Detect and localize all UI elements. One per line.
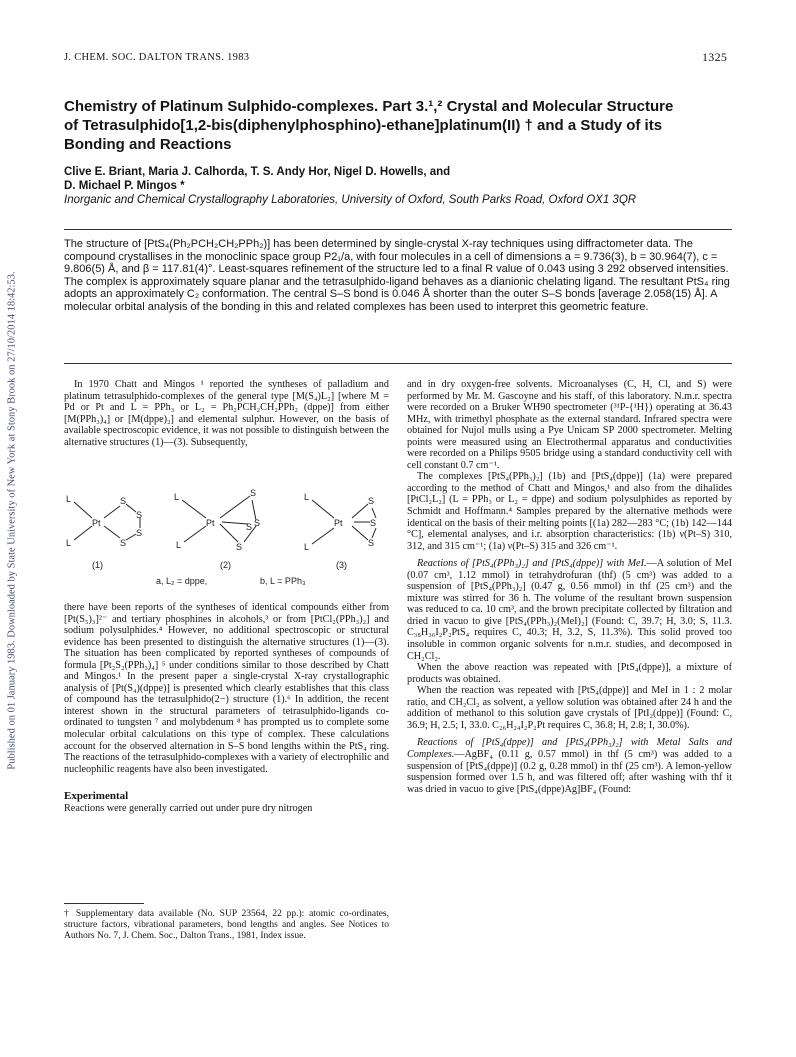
fig-label-L: L [304,492,310,502]
metal-salts-heading: Reactions of [PtS₄(dppe)] and [PtS₄(PPh₃)₂] with Metal Salts and Complexes. [407,737,732,760]
intro-paragraph-1: In 1970 Chatt and Mingos ¹ reported the syntheses of palladium and platinum tetrasulphido-complexes of the general type [M(S₄)L₂] [where M = Pd or Pt and L = PPh₃ or L₂ = Ph₂PCH₂CH₂PPh₂ (dppe)] from either [M(PPh₃)₄] or [M(dppe)₂] and elemental sulphur. However, on the basis of available spectroscopic evidence, it was not possible to distinguish between the alternative structures (1)—(3). Subsequently, [64,379,389,448]
page-number: 1325 [702,50,728,64]
fig-label-S: S [368,496,375,506]
metal-salts-text: —AgBF₄ (0.11 g, 0.57 mmol) in thf (5 cm³) was added to a suspension of [PtS₄(dppe)] (0.2 g, 0.28 mmol) in thf (25 cm³). A lemon-yellow suspension formed over 1.5 h, and was filtered off; after washing with thf it was dried in vacuo to give [PtS₄(dppe)Ag]BF₄ (Found: [407,748,732,795]
bottom-divider [64,363,732,364]
author-list [64,165,684,193]
intro-paragraph-2: there have been reports of the syntheses of identical compounds either from [Pt(S₅)₃]²⁻ and tertiary phosphines in alcohols,³ or from [PtCl₂(PPh₃)₂] and sodium polysulphides.⁴ However, no additional spectroscopic or structural evidence has been presented to distinguish the alternative structures (1)—(3). The situation has been complicated by reported syntheses of compounds of formula [Pt₂S₂(PPh₃)₄] ⁵ under conditions similar to those described by Chatt and Mingos.¹ In the present paper a single-crystal X-ray crystallographic analysis of [Pt(S₄)(dppe)] is presented which clearly establishes that this class of compound has the tetrasulphido(2−) structure (1).⁶ In addition, the recent interest shown in the structural parameters of tetrasulphido-ligands co-ordinated to tungsten ⁷ and molybdenum ⁸ has prompted us to complete some molecular orbital calculations on this type of complex. These calculations account for the observed alternation in S–S bond lengths within the PtS₄ ring. The reactions of the tetrasulphido-complexes with a variety of electrophilic and nucleophilic reagents have also been investigated. [64,602,389,775]
methods-paragraph: and in dry oxygen-free solvents. Microanalyses (C, H, Cl, and S) were performed by Mr. M. Gascoyne and his staff, of this laboratory. N.m.r. spectra were recorded on a Bruker WH90 spectrometer (³¹P-{¹H}) operating at 36.43 MHz, with trimethyl phosphate as the external standard. Infrared spectra were obtained for Nujol mulls using a Pye Unicam SP 2000 spectrometer. Melting points were measured using an Electrothermal apparatus and conductivities were recorded on a Philips 9505 bridge using a standard conductivity cell with cell constant 0.7 cm⁻¹. [407,379,732,471]
dppe-repeat-paragraph: When the above reaction was repeated with [PtS₄(dppe)], a mixture of products was obtained. [407,662,732,685]
fig-label-L: L [176,540,182,550]
fig-label-L: L [174,492,180,502]
left-column-bottom [64,602,389,814]
fig-label-Pt: Pt [334,518,343,528]
footnote-divider [64,903,144,904]
authors-line-2: D. Michael P. Mingos * [64,180,185,192]
fig-label-S: S [370,518,377,528]
structure-label-1: (1) [92,560,103,570]
left-column-top [64,379,389,448]
mei-reaction-paragraph [407,558,732,662]
experimental-paragraph: Reactions were generally carried out under pure dry nitrogen [64,802,313,814]
article-title: Chemistry of Platinum Sulphido-complexes. Part 3.¹,² Crystal and Molecular Structure of Tetrasulphido[1,2-bis(diphenylphosphino)-ethane]platinum(II) † and a Study of its Bonding and Reactions [64,98,674,153]
complexes-paragraph: The complexes [PtS₄(PPh₃)₂] (1b) and [PtS₄(dppe)] (1a) were prepared according to the method of Chatt and Mingos,¹ and also from the dihalides [PtCl₂L₂] (L = PPh₃ or L₂ = dppe) and sodium polysulphides as reported by Schmidt and Hoffmann.⁴ Samples prepared by the alternative methods were identical on the basis of their melting points [(1a) 282—283 °C; (1b) 142—144 °C], elemental analyses, and i.r. absorption characteristics: (1b) ν(Pt–S) 310, 312, and 315 cm⁻¹; (1a) ν(Pt–S) 315 and 326 cm⁻¹. [407,471,732,552]
legend-b: b, L = PPh₃ [260,576,306,586]
affiliation: Inorganic and Chemical Crystallography Laboratories, University of Oxford, South Parks Road, Oxford OX1 3QR [64,194,637,206]
fig-label-S: S [368,538,375,548]
experimental-heading: Experimental [64,790,129,803]
fig-label-L: L [66,494,72,504]
metal-salts-paragraph [407,737,732,795]
fig-label-S: S [246,522,253,532]
fig-label-Pt: Pt [92,518,101,528]
fig-label-L: L [304,542,310,552]
fig-label-S: S [136,528,143,538]
mei-reaction-heading: Reactions of [PtS₄(PPh₃)₂] and [PtS₄(dppe)] with MeI. [417,558,647,570]
fig-label-S: S [120,538,127,548]
fig-label-Pt: Pt [206,518,215,528]
footnote: † Supplementary data available (No. SUP 23564, 22 pp.): atomic co-ordinates, structure factors, vibrational parameters, bond lengths and angles. See Notices to Authors No. 7, J. Chem. Soc., Dalton Trans., 1981, Index issue. [64,909,389,941]
fig-label-L: L [66,538,72,548]
abstract: The structure of [PtS₄(Ph₂PCH₂CH₂PPh₂)] has been determined by single-crystal X-ray techniques using diffractometer data. The compound crystallises in the monoclinic space group P2₁/a, with four molecules in a cell of dimensions a = 9.736(3), b = 30.964(7), c = 9.806(5) Å, and β = 117.81(4)°. Least-squares refinement of the structure led to a final R value of 0.043 using 3 292 observed intensities. The complex is approximately square planar and the tetrasulphido-ligand behaves as a dianionic chelating ligand. The resultant PtS₄ ring adopts an approximately C₂ conformation. The central S–S bond is 0.046 Å shorter than the outer S–S bonds [average 2.058(15) Å]. A molecular orbital analysis of the bonding in this and related complexes has been used to interpret this geometric feature. [64,238,730,313]
fig-label-S: S [254,518,261,528]
right-column [407,379,732,795]
structure-label-2: (2) [220,560,231,570]
download-watermark: Published on 01 January 1983. Downloaded by State University of New York at Stony Brook on 27/10/2014 18:42:53. [6,271,18,770]
fig-label-S: S [236,542,243,552]
molar-ratio-paragraph: When the reaction was repeated with [PtS₄(dppe)] and MeI in 1 : 2 molar ratio, and CH₂Cl₂ as solvent, a yellow solution was obtained after 24 h and the addition of methanol to this solution gave crystals of [PtI₂(dppe)] (Found: C, 36.9; H, 2.5; I, 33.0. C₂₆H₂₄I₂P₂Pt requires C, 36.8; H, 2.8; I, 30.0%). [407,685,732,731]
legend-a: a, L₂ = dppe, [156,576,208,586]
structures-figure [64,486,389,588]
fig-label-S: S [250,488,257,498]
structure-label-3: (3) [336,560,347,570]
journal-header: J. CHEM. SOC. DALTON TRANS. 1983 [64,52,250,63]
mei-reaction-text: —A solution of MeI (0.07 cm³, 1.12 mmol) in tetrahydrofuran (thf) (5 cm³) was added to a suspension of [PtS₄(PPh₃)₂] (0.47 g, 0.56 mmol) in thf (25 cm³) and the mixture was stirred for 36 h. The volume of the resultant brown suspension was reduced to ca. 10 cm³, and the brown precipitate collected by filtration and dried in vacuo to give [PtS₄(PPh₃)₂(MeI)₂] (Found: C, 39.7; H, 3.0; S, 11.3. C₃₈H₃₆I₂P₂PtS₄ requires C, 40.3; H, 3.2, S, 11.3%). This solid proved too insoluble in common organic solvents for n.m.r. studies, and decomposed in CH₂Cl₂. [407,558,732,662]
fig-label-S: S [120,496,127,506]
top-divider [64,229,732,230]
authors-line-1: Clive E. Briant, Maria J. Calhorda, T. S. Andy Hor, Nigel D. Howells, and [64,166,451,178]
fig-label-S: S [136,510,143,520]
